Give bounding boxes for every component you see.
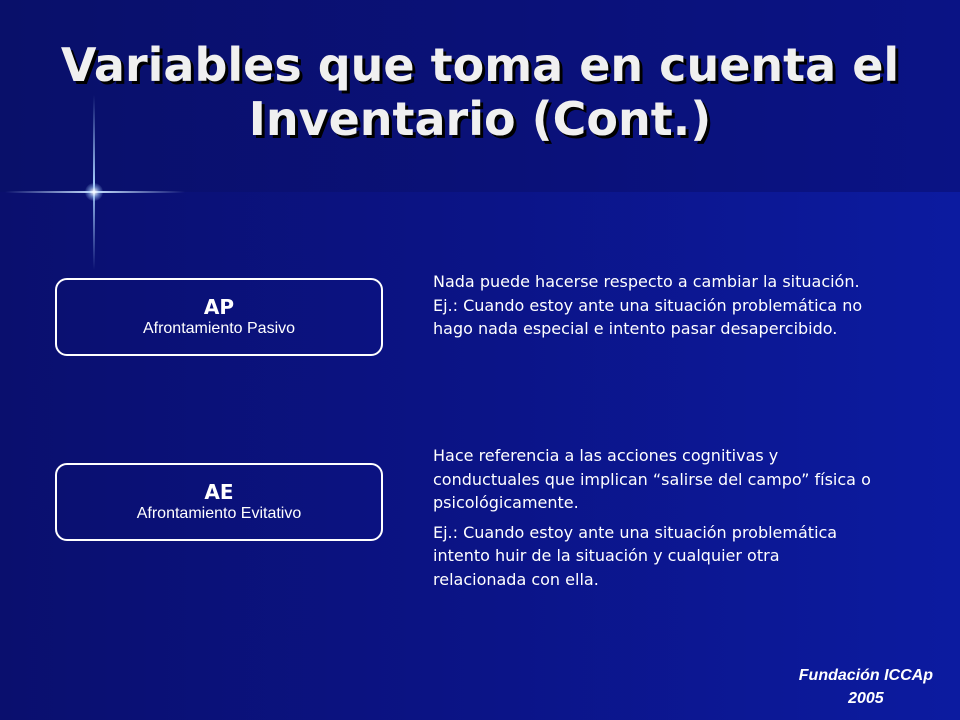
ap-definition: Nada puede hacerse respecto a cambiar la situación. xyxy=(433,272,860,291)
footer-org: Fundación ICCAp xyxy=(798,667,933,684)
slide-title-line2: Inventario (Cont.) xyxy=(248,92,712,146)
ae-name: Afrontamiento Evitativo xyxy=(136,505,302,522)
ae-example: Ej.: Cuando estoy ante una situación problemática intento huir de la situación y cualquier otra relacionada con ella. xyxy=(433,522,838,589)
slide-title xyxy=(0,38,960,146)
ae-abbreviation: AE xyxy=(204,480,234,504)
footer-credit xyxy=(799,664,933,710)
ap-description xyxy=(433,270,873,341)
footer-year: 2005 xyxy=(848,690,884,707)
ae-box xyxy=(55,463,383,541)
ap-name: Afrontamiento Pasivo xyxy=(142,320,296,337)
ap-box xyxy=(55,278,383,356)
ae-definition: Hace referencia a las acciones cognitivas y conductuales que implican “salirse del campo” física o psicológicamente. xyxy=(433,446,871,512)
slide-title-line1: Variables que toma en cuenta el xyxy=(60,38,900,92)
ae-description xyxy=(433,444,873,591)
ap-abbreviation: AP xyxy=(203,295,235,319)
light-flare-star-icon xyxy=(85,183,103,201)
ap-example: Ej.: Cuando estoy ante una situación problemática no hago nada especial e intento pasar desapercibido. xyxy=(433,295,863,338)
